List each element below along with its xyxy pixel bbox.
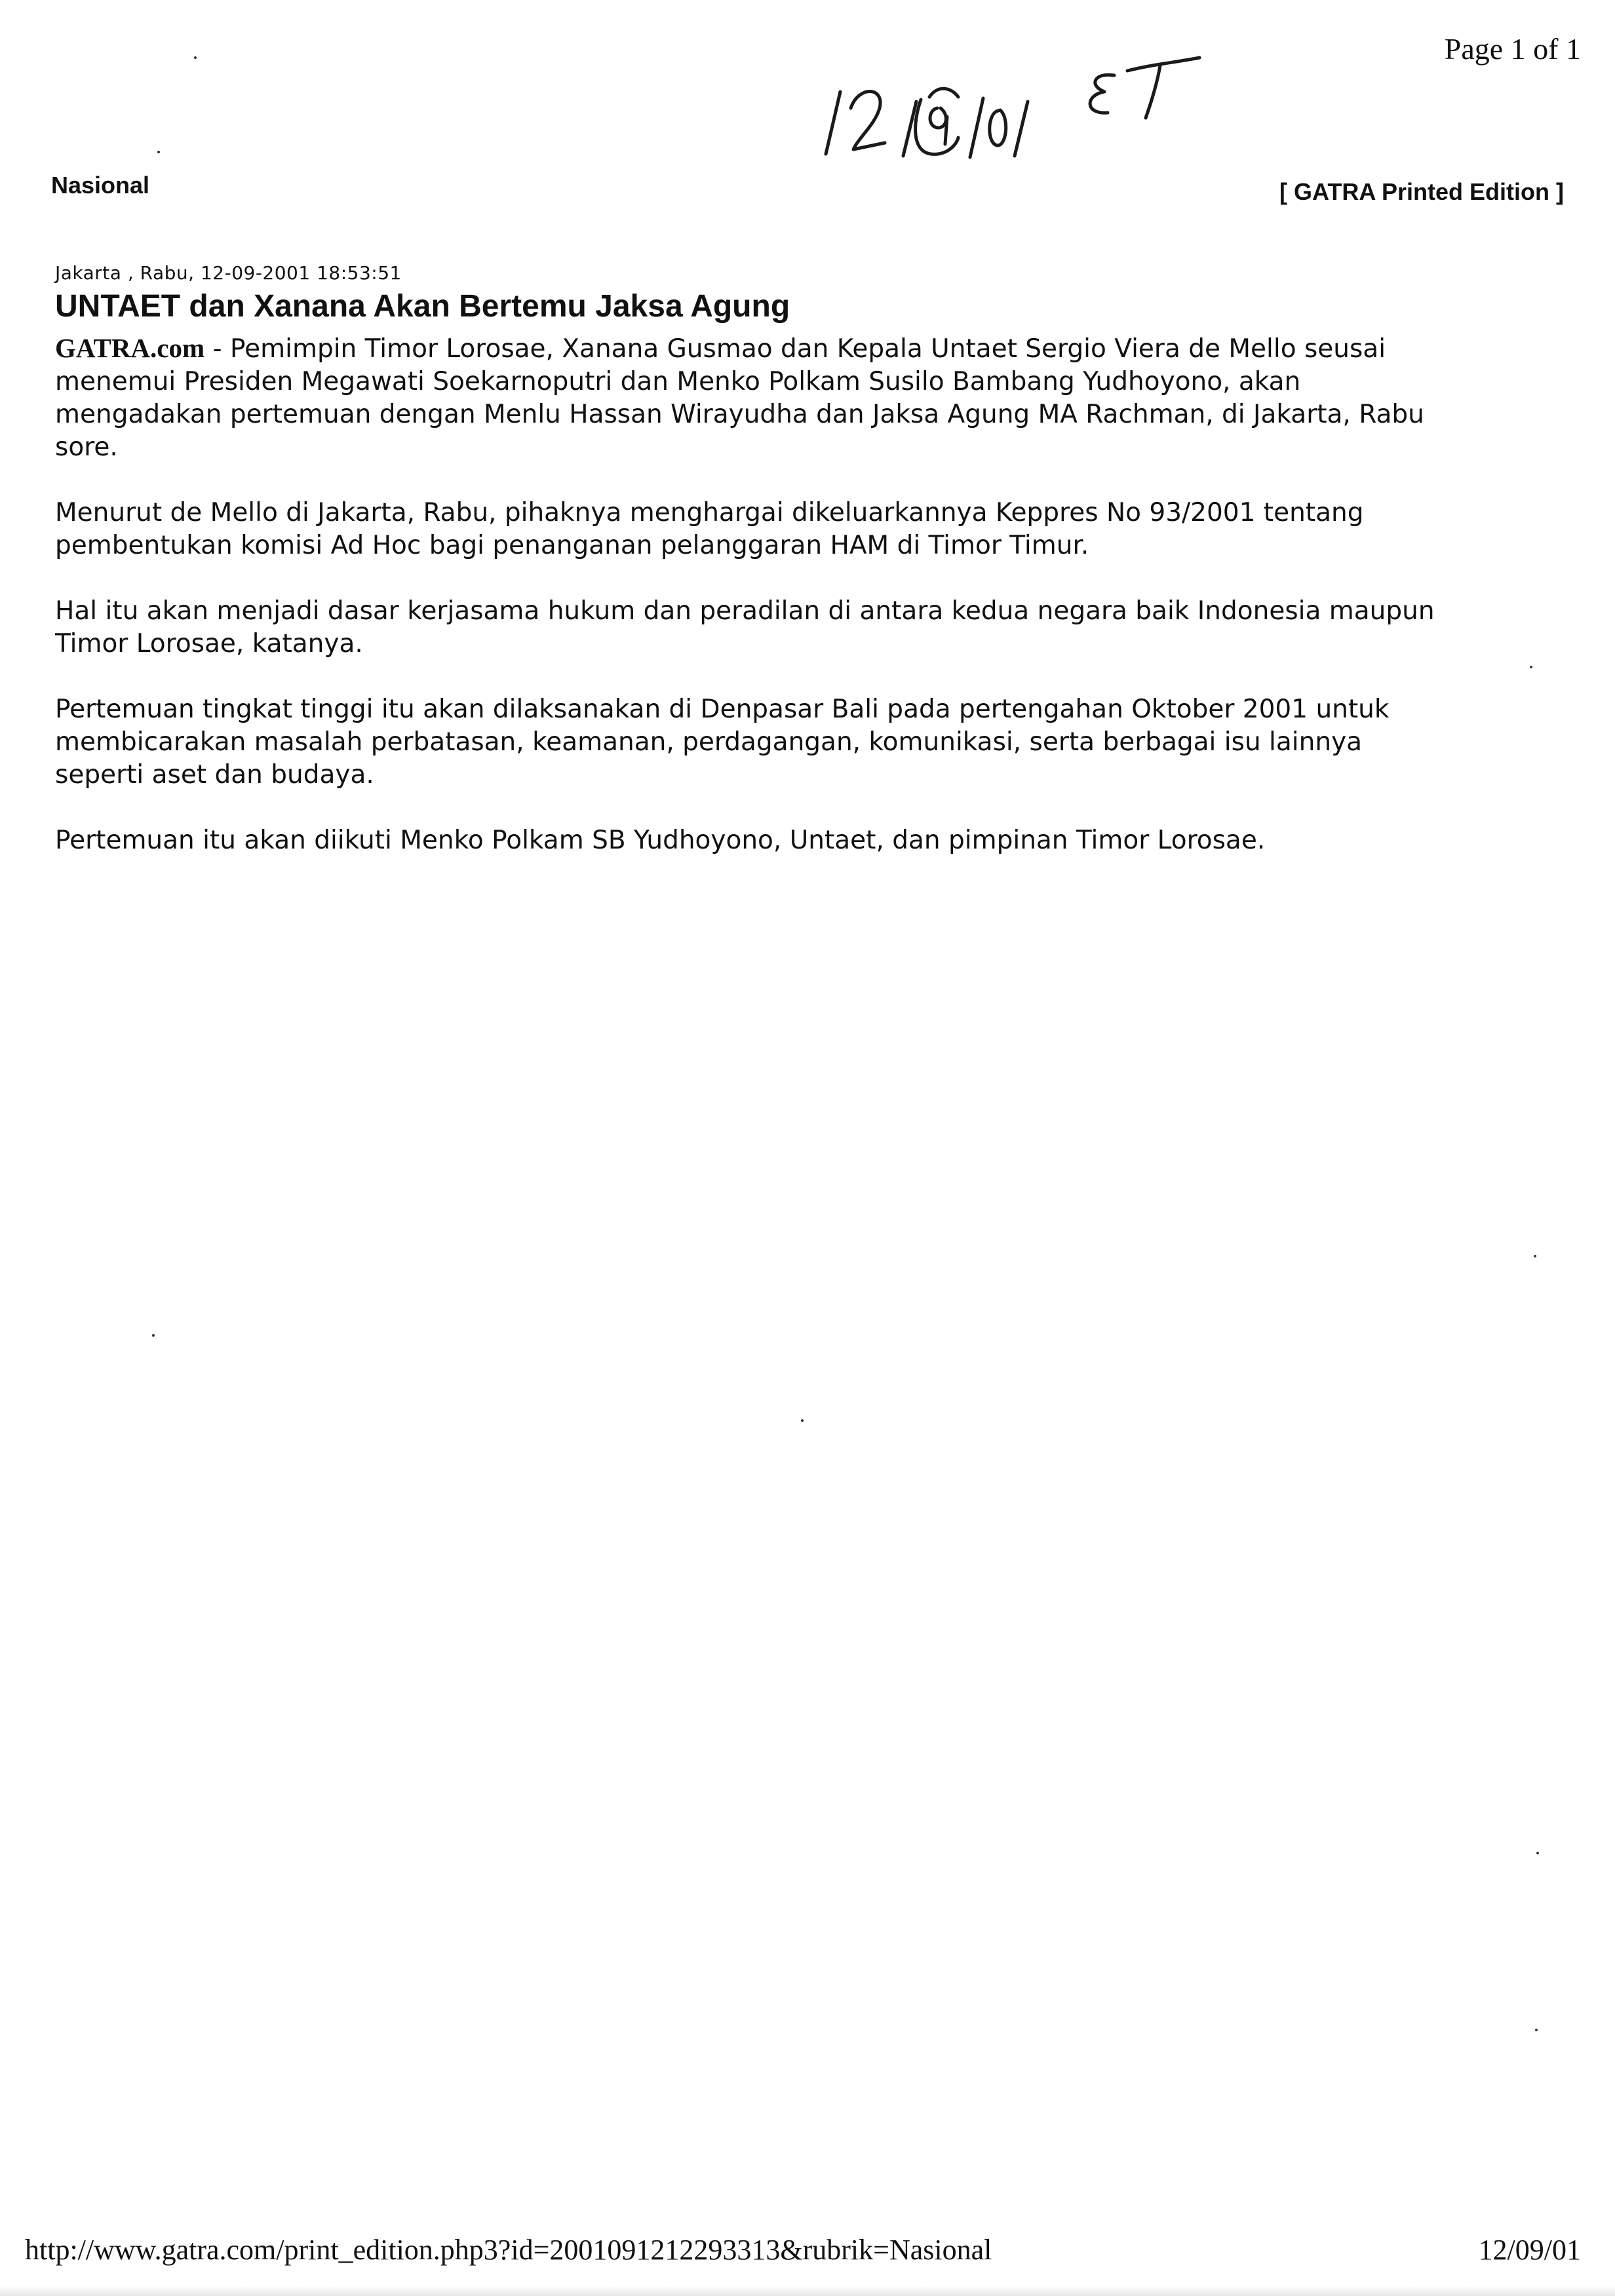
footer-date: 12/09/01 (1478, 2234, 1581, 2266)
article-paragraph-2 (55, 497, 1602, 562)
article-dateline: Jakarta , Rabu, 12-09-2001 18:53:51 (55, 262, 402, 284)
article-line: Menurut de Mello di Jakarta, Rabu, pihaknya menghargai dikeluarkannya Keppres No 93/2001 tentang (55, 498, 1364, 527)
scan-speck (194, 56, 197, 59)
article-line: mengadakan pertemuan dengan Menlu Hassan Wirayudha dan Jaksa Agung MA Rachman, di Jakarta, Rabu (55, 400, 1424, 429)
article-paragraph-4 (55, 693, 1602, 792)
article-body (55, 332, 1602, 890)
article-headline: UNTAET dan Xanana Akan Bertemu Jaksa Agung (55, 289, 790, 324)
scan-speck (801, 1419, 804, 1422)
article-line: Pertemuan tingkat tinggi itu akan dilaksanakan di Denpasar Bali pada pertengahan Oktober 2001 untuk (55, 695, 1390, 724)
article-line: seperti aset dan budaya. (55, 760, 374, 790)
scan-speck (1534, 1255, 1536, 1257)
scan-speck (157, 151, 160, 153)
scan-speck (1530, 666, 1532, 668)
handwritten-date-annotation (806, 39, 1226, 190)
scan-speck (152, 1334, 155, 1337)
article-line: GATRA.com - Pemimpin Timor Lorosae, Xanana Gusmao dan Kepala Untaet Sergio Viera de Mello seusai (55, 333, 1386, 364)
scan-edge (0, 2286, 1615, 2296)
article-line: membicarakan masalah perbatasan, keamanan, perdagangan, komunikasi, serta berbagai isu lainnya (55, 727, 1363, 757)
article-line: sore. (55, 432, 118, 462)
article-line: pembentukan komisi Ad Hoc bagi penanganan pelanggaran HAM di Timor Timur. (55, 531, 1089, 560)
edition-label: [ GATRA Printed Edition ] (1279, 178, 1564, 205)
article-paragraph-3 (55, 595, 1602, 660)
source-label: GATRA.com (55, 333, 205, 363)
article-line: Hal itu akan menjadi dasar kerjasama hukum dan peradilan di antara kedua negara baik Indonesia maupun (55, 596, 1435, 626)
section-label: Nasional (51, 172, 150, 199)
footer-url: http://www.gatra.com/print_edition.php3?id=2001091212293313&rubrik=Nasional (25, 2234, 992, 2266)
article-line: Timor Lorosae, katanya. (55, 629, 363, 659)
article-line: menemui Presiden Megawati Soekarnoputri dan Menko Polkam Susilo Bambang Yudhoyono, akan (55, 367, 1301, 396)
scan-speck (1535, 2029, 1538, 2031)
scan-speck (1536, 1852, 1539, 1854)
article-paragraph-5 (55, 824, 1602, 857)
article-line: Pertemuan itu akan diikuti Menko Polkam SB Yudhoyono, Untaet, dan pimpinan Timor Lorosae. (55, 826, 1266, 855)
page-number: Page 1 of 1 (1444, 32, 1581, 66)
article-paragraph-1 (55, 332, 1602, 464)
